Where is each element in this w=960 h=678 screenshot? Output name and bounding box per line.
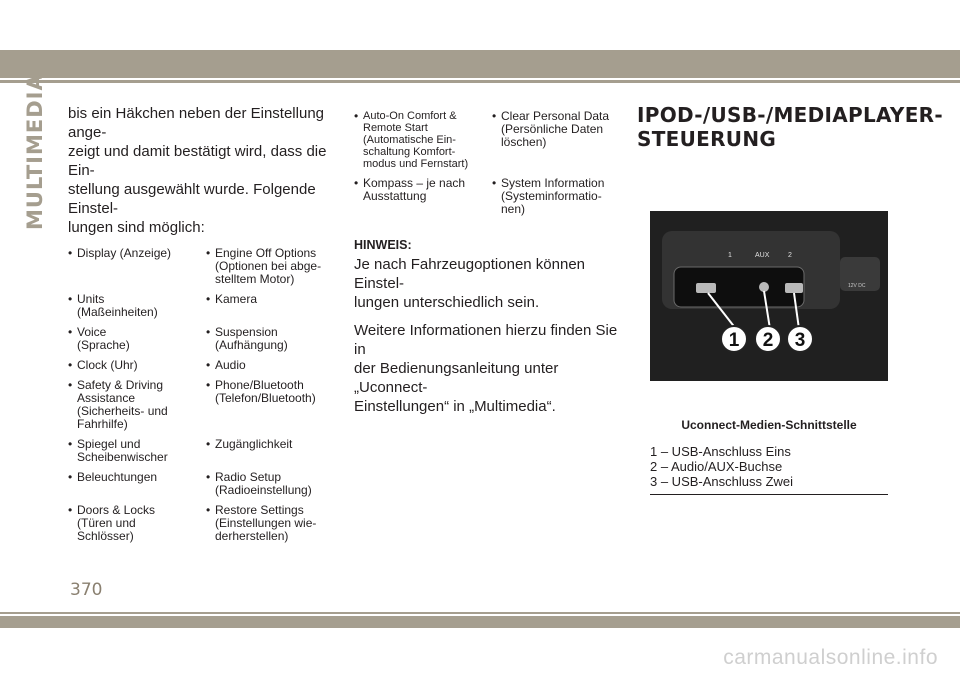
settings-option-label: System Information (Systeminformatio- nen) [501, 176, 605, 216]
settings-option-label: Display (Anzeige) [77, 246, 172, 260]
settings-option [206, 504, 346, 543]
settings-option [68, 471, 198, 497]
power-socket-label: 12V DC [848, 283, 866, 289]
usb-port-1-shape [696, 283, 716, 293]
settings-option-label: Suspension (Aufhängung) [215, 325, 288, 352]
media-hub-illustration [650, 211, 888, 381]
settings-option [68, 359, 198, 372]
watermark: carmanualsonline.info [723, 646, 938, 669]
settings-option-label: Zugänglichkeit [215, 437, 293, 451]
settings-option-label: Engine Off Options (Optionen bei abge- stelltem Motor) [215, 246, 322, 286]
settings-option-label: Auto-On Comfort & Remote Start (Automatische Ein- schaltung Komfort- modus und Fernstart) [363, 110, 469, 170]
settings-option-label: Phone/Bluetooth (Telefon/Bluetooth) [215, 378, 316, 405]
middle-column [354, 110, 624, 416]
bullet-icon: • [206, 503, 211, 517]
settings-option-label: Units (Maßeinheiten) [77, 292, 158, 319]
settings-option [206, 379, 346, 431]
bullet-icon: • [354, 109, 359, 123]
legend-item: 1 – USB-Anschluss Eins [650, 444, 791, 459]
settings-option [492, 110, 622, 170]
settings-option-label: Voice (Sprache) [77, 325, 130, 352]
settings-option-label: Clock (Uhr) [77, 358, 138, 372]
port-label-1: 1 [728, 252, 732, 259]
bullet-icon: • [492, 176, 497, 190]
settings-option-label: Spiegel und Scheibenwischer [77, 437, 168, 464]
aux-jack-shape [759, 282, 769, 292]
settings-option-list [68, 247, 336, 543]
settings-option-label: Audio [215, 358, 246, 372]
usb-port-2-shape [785, 283, 803, 293]
header-rule [0, 80, 960, 83]
footer-band [0, 616, 960, 628]
settings-option [206, 326, 346, 352]
bullet-icon: • [68, 470, 73, 484]
settings-option [68, 438, 198, 464]
header-band [0, 50, 960, 78]
settings-option [492, 177, 622, 216]
bullet-icon: • [68, 437, 73, 451]
port-label-aux: AUX [755, 252, 770, 259]
bullet-icon: • [68, 246, 73, 260]
settings-option [68, 504, 198, 543]
settings-option [68, 293, 198, 319]
page-number: 370 [70, 580, 103, 600]
settings-option-label: Clear Personal Data (Persönliche Daten löschen) [501, 109, 610, 149]
media-hub-photo [650, 211, 888, 381]
bullet-icon: • [206, 325, 211, 339]
more-info-paragraph: Weitere Informationen hierzu finden Sie in der Bedienungsanleitung unter „Uconnect- Einstellungen“ in „Multimedia“. [354, 322, 618, 415]
settings-option [206, 359, 346, 372]
settings-option-label: Kamera [215, 292, 258, 306]
settings-option [68, 326, 198, 352]
figure-caption: Uconnect-Medien-Schnittstelle [681, 418, 857, 432]
settings-option [206, 247, 346, 286]
left-column [68, 104, 336, 543]
bullet-icon: • [68, 378, 73, 392]
settings-option [354, 177, 484, 216]
settings-option-label: Kompass – je nach Ausstattung [363, 176, 466, 203]
bullet-icon: • [68, 358, 73, 372]
legend-item: 3 – USB-Anschluss Zwei [650, 474, 794, 489]
bullet-icon: • [68, 325, 73, 339]
bullet-icon: • [206, 378, 211, 392]
callout-1: 1 [728, 330, 740, 351]
intro-paragraph: bis ein Häkchen neben der Einstellung ange- zeigt und damit bestätigt wird, dass die Ein- stellung ausgewählt wurde. Folgende Einstel- lungen sind möglich: [68, 105, 327, 236]
settings-option [206, 438, 346, 464]
settings-option [68, 247, 198, 286]
bullet-icon: • [206, 470, 211, 484]
settings-option [206, 471, 346, 497]
settings-option-label: Doors & Locks (Türen und Schlösser) [77, 503, 156, 543]
legend-item: 2 – Audio/AUX-Buchse [650, 459, 783, 474]
settings-option-label: Restore Settings (Einstellungen wie- derherstellen) [215, 503, 317, 543]
bullet-icon: • [492, 109, 497, 123]
bullet-icon: • [206, 246, 211, 260]
bullet-icon: • [68, 503, 73, 517]
bullet-icon: • [206, 358, 211, 372]
section-side-tab: MULTIMEDIA [23, 73, 47, 230]
settings-option-label: Safety & Driving Assistance (Sicherheits- und Fahrhilfe) [77, 378, 168, 431]
settings-option-label: Radio Setup (Radioeinstellung) [215, 470, 312, 497]
note-text: Je nach Fahrzeugoptionen können Einstel- lungen unterschiedlich sein. [354, 256, 586, 311]
settings-option-label: Beleuchtungen [77, 470, 158, 484]
settings-option [354, 110, 484, 170]
callout-2: 2 [762, 330, 774, 351]
right-column [637, 103, 943, 151]
bullet-icon: • [206, 437, 211, 451]
note-heading: HINWEIS: [354, 238, 412, 252]
bullet-icon: • [68, 292, 73, 306]
figure-legend [650, 444, 888, 495]
section-title: IPOD-/USB-/MEDIAPLAYER- STEUERUNG [637, 103, 943, 151]
settings-option [68, 379, 198, 431]
port-label-2: 2 [788, 252, 792, 259]
bullet-icon: • [206, 292, 211, 306]
settings-option-list-continued [354, 110, 624, 216]
footer-rule [0, 612, 960, 614]
bullet-icon: • [354, 176, 359, 190]
callout-3: 3 [794, 330, 806, 351]
settings-option [206, 293, 346, 319]
